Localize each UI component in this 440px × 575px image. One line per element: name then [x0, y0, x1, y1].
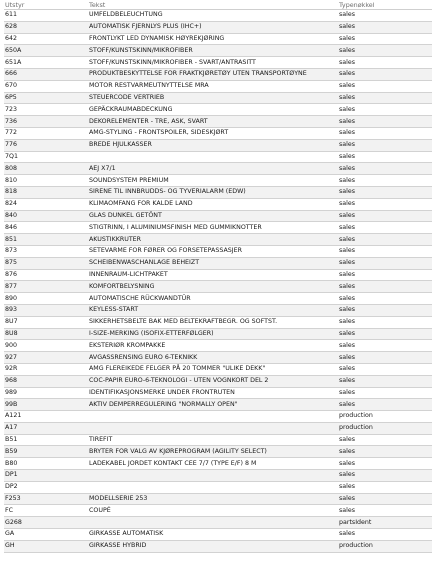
cell-code: 927	[4, 352, 88, 364]
cell-code: 818	[4, 186, 88, 198]
table-row[interactable]	[4, 363, 432, 375]
table-header-row	[4, 0, 432, 10]
cell-type: sales	[338, 269, 432, 281]
cell-code: GA	[4, 529, 88, 541]
cell-code: 611	[4, 10, 88, 22]
cell-code: 776	[4, 139, 88, 151]
cell-text: BREDE HJULKASSER	[88, 139, 338, 151]
cell-code: 7Q1	[4, 151, 88, 163]
cell-type: sales	[338, 458, 432, 470]
cell-text: BRYTER FOR VALG AV KJØREPROGRAM (AGILITY SELECT)	[88, 446, 338, 458]
cell-type: sales	[338, 304, 432, 316]
table-row[interactable]	[4, 21, 432, 33]
cell-text: LADEKABEL JORDET KONTAKT CEE 7/7 (TYPE E/F) 8 M	[88, 458, 338, 470]
cell-text: GIRKASSE HYBRID	[88, 540, 338, 552]
cell-type: production	[338, 411, 432, 423]
cell-code: 772	[4, 127, 88, 139]
table-row[interactable]	[4, 68, 432, 80]
cell-code: 6P5	[4, 92, 88, 104]
cell-text	[88, 517, 338, 529]
table-row[interactable]	[4, 411, 432, 423]
cell-type: sales	[338, 446, 432, 458]
cell-text: STEUERCODE VERTRIEB	[88, 92, 338, 104]
cell-text	[88, 411, 338, 423]
table-row[interactable]	[4, 316, 432, 328]
cell-text: GEPÄCKRAUMABDECKUNG	[88, 104, 338, 116]
cell-type: sales	[338, 33, 432, 45]
table-row[interactable]	[4, 540, 432, 552]
cell-type: sales	[338, 481, 432, 493]
cell-type: sales	[338, 245, 432, 257]
table-row[interactable]	[4, 375, 432, 387]
cell-code: 890	[4, 293, 88, 305]
cell-type: sales	[338, 10, 432, 22]
cell-text: FRONTLYKT LED DYNAMISK HØYREKJØRING	[88, 33, 338, 45]
cell-text: GLAS DUNKEL GETÖNT	[88, 210, 338, 222]
cell-text: INNENRAUM-LICHTPAKET	[88, 269, 338, 281]
table-row[interactable]	[4, 269, 432, 281]
table-row[interactable]	[4, 505, 432, 517]
cell-code: A17	[4, 422, 88, 434]
table-row[interactable]	[4, 529, 432, 541]
table-row[interactable]	[4, 458, 432, 470]
cell-text: AVGASSRENSING EURO 6-TEKNIKK	[88, 352, 338, 364]
cell-type: sales	[338, 234, 432, 246]
cell-text: STOFF/KUNSTSKINN/MIKROFIBER - SVART/ANTRASITT	[88, 57, 338, 69]
cell-code: 628	[4, 21, 88, 33]
table-row[interactable]	[4, 281, 432, 293]
cell-text: AKUSTIKKRUTER	[88, 234, 338, 246]
cell-code: 968	[4, 375, 88, 387]
cell-code: 650A	[4, 45, 88, 57]
table-row[interactable]	[4, 293, 432, 305]
cell-type: production	[338, 422, 432, 434]
cell-text: COUPÉ	[88, 505, 338, 517]
table-row[interactable]	[4, 139, 432, 151]
cell-type: sales	[338, 281, 432, 293]
table-row[interactable]	[4, 116, 432, 128]
cell-text: AMG FLEREIKEDE FELGER PÅ 20 TOMMER "ULIKE DEKK"	[88, 363, 338, 375]
table-row[interactable]	[4, 387, 432, 399]
table-row[interactable]	[4, 10, 432, 22]
cell-text: KEYLESS-START	[88, 304, 338, 316]
cell-text: PRODUKTBESKYTTELSE FOR FRAKTKJØRETØY UTEN TRANSPORTØYNE	[88, 68, 338, 80]
table-row[interactable]	[4, 470, 432, 482]
table-row[interactable]	[4, 151, 432, 163]
table-row[interactable]	[4, 399, 432, 411]
cell-type: sales	[338, 139, 432, 151]
cell-type: sales	[338, 529, 432, 541]
cell-type: sales	[338, 68, 432, 80]
table-row[interactable]	[4, 517, 432, 529]
cell-text: AKTIV DEMPERREGULERING "NORMALLY OPEN"	[88, 399, 338, 411]
cell-type: sales	[338, 116, 432, 128]
cell-code: 99B	[4, 399, 88, 411]
table-row[interactable]	[4, 104, 432, 116]
cell-type: sales	[338, 340, 432, 352]
cell-type: sales	[338, 470, 432, 482]
cell-code: 92R	[4, 363, 88, 375]
cell-type: sales	[338, 363, 432, 375]
cell-code: B51	[4, 434, 88, 446]
table-row[interactable]	[4, 222, 432, 234]
table-row[interactable]	[4, 210, 432, 222]
cell-text: COC-PAPIR EURO-6-TEKNOLOGI - UTEN VOGNKORT DEL 2	[88, 375, 338, 387]
cell-type: sales	[338, 45, 432, 57]
cell-code: 666	[4, 68, 88, 80]
cell-text: SOUNDSYSTEM PREMIUM	[88, 175, 338, 187]
cell-code: 8U7	[4, 316, 88, 328]
column-header-typenokkel[interactable]: Typenøkkel	[338, 0, 432, 10]
cell-text: I-SIZE-MERKING (ISOFIX-ETTERFØLGER)	[88, 328, 338, 340]
cell-code: DP2	[4, 481, 88, 493]
table-row[interactable]	[4, 422, 432, 434]
table-row[interactable]	[4, 57, 432, 69]
cell-code: 8U8	[4, 328, 88, 340]
table-row[interactable]	[4, 163, 432, 175]
cell-code: 736	[4, 116, 88, 128]
cell-code: FC	[4, 505, 88, 517]
table-row[interactable]	[4, 175, 432, 187]
table-row[interactable]	[4, 92, 432, 104]
cell-code: A121	[4, 411, 88, 423]
cell-type: sales	[338, 387, 432, 399]
cell-type: sales	[338, 163, 432, 175]
table-row[interactable]	[4, 234, 432, 246]
cell-type: sales	[338, 316, 432, 328]
equipment-table	[4, 0, 432, 553]
cell-type: sales	[338, 493, 432, 505]
cell-type: sales	[338, 399, 432, 411]
cell-type: sales	[338, 21, 432, 33]
cell-text: STOFF/KUNSTSKINN/MIKROFIBER	[88, 45, 338, 57]
cell-code: 876	[4, 269, 88, 281]
table-row[interactable]	[4, 446, 432, 458]
cell-type: sales	[338, 175, 432, 187]
cell-text: SCHEIBENWASCHANLAGE BEHEIZT	[88, 257, 338, 269]
table-row[interactable]	[4, 257, 432, 269]
cell-code: 651A	[4, 57, 88, 69]
cell-type: sales	[338, 293, 432, 305]
cell-type: sales	[338, 92, 432, 104]
cell-text: MODELLSERIE 253	[88, 493, 338, 505]
cell-text: SIKKERHETSBELTE BAK MED BELTEKRAFTBEGR. OG SOFTST.	[88, 316, 338, 328]
table-row[interactable]	[4, 127, 432, 139]
cell-text	[88, 470, 338, 482]
cell-code: 900	[4, 340, 88, 352]
cell-code: 873	[4, 245, 88, 257]
cell-type: sales	[338, 210, 432, 222]
cell-text: KLIMAOMFANG FOR KALDE LAND	[88, 198, 338, 210]
cell-text: AUTOMATISK FJERNLYS PLUS (IHC+)	[88, 21, 338, 33]
cell-type: sales	[338, 57, 432, 69]
table-row[interactable]	[4, 45, 432, 57]
cell-type: sales	[338, 257, 432, 269]
cell-code: 840	[4, 210, 88, 222]
table-row[interactable]	[4, 493, 432, 505]
column-header-tekst[interactable]: Tekst	[88, 0, 338, 10]
cell-text: AMG-STYLING - FRONTSPOILER, SIDESKJØRT	[88, 127, 338, 139]
cell-type: sales	[338, 127, 432, 139]
table-row[interactable]	[4, 340, 432, 352]
cell-text: MOTOR RESTVARMEUTNYTTELSE MRA	[88, 80, 338, 92]
cell-code: 877	[4, 281, 88, 293]
cell-text: GIRKASSE AUTOMATISK	[88, 529, 338, 541]
cell-text: STIGTRINN, I ALUMINIUMSFINISH MED GUMMIKNOTTER	[88, 222, 338, 234]
cell-code: G268	[4, 517, 88, 529]
cell-text: IDENTIFIKASJONSMERKE UNDER FRONTRUTEN	[88, 387, 338, 399]
cell-type: sales	[338, 434, 432, 446]
table-row[interactable]	[4, 33, 432, 45]
cell-code: 808	[4, 163, 88, 175]
cell-text: UMFELDBELEUCHTUNG	[88, 10, 338, 22]
cell-text: KOMFORTBELYSNING	[88, 281, 338, 293]
cell-type: production	[338, 540, 432, 552]
table-body	[4, 10, 432, 553]
cell-code: 642	[4, 33, 88, 45]
cell-type: sales	[338, 104, 432, 116]
cell-code: B59	[4, 446, 88, 458]
cell-code: B80	[4, 458, 88, 470]
table-row[interactable]	[4, 304, 432, 316]
cell-type: partsIdent	[338, 517, 432, 529]
cell-code: 846	[4, 222, 88, 234]
cell-type: sales	[338, 505, 432, 517]
table-row[interactable]	[4, 481, 432, 493]
cell-type: sales	[338, 198, 432, 210]
cell-text: AEJ X7/1	[88, 163, 338, 175]
table-row[interactable]	[4, 186, 432, 198]
cell-text: EKSTERIØR KROMPAKKE	[88, 340, 338, 352]
cell-text: AUTOMATISCHE RÜCKWANDTÜR	[88, 293, 338, 305]
cell-text	[88, 422, 338, 434]
table-row[interactable]	[4, 198, 432, 210]
cell-code: GH	[4, 540, 88, 552]
column-header-utstyr[interactable]: Utstyr	[4, 0, 88, 10]
table-row[interactable]	[4, 352, 432, 364]
cell-code: 810	[4, 175, 88, 187]
cell-code: 851	[4, 234, 88, 246]
cell-type: sales	[338, 352, 432, 364]
cell-code: 723	[4, 104, 88, 116]
cell-code: F253	[4, 493, 88, 505]
table-row[interactable]	[4, 80, 432, 92]
cell-type: sales	[338, 222, 432, 234]
table-row[interactable]	[4, 328, 432, 340]
cell-code: 875	[4, 257, 88, 269]
cell-code: 670	[4, 80, 88, 92]
cell-type: sales	[338, 186, 432, 198]
table-row[interactable]	[4, 434, 432, 446]
cell-text: TIREFIT	[88, 434, 338, 446]
cell-code: 989	[4, 387, 88, 399]
cell-text	[88, 151, 338, 163]
cell-code: DP1	[4, 470, 88, 482]
cell-text: DEKORELEMENTER - TRE, ASK, SVART	[88, 116, 338, 128]
cell-text: SETEVARME FOR FØRER OG FORSETEPASSASJER	[88, 245, 338, 257]
cell-type: sales	[338, 375, 432, 387]
cell-code: 824	[4, 198, 88, 210]
cell-type: sales	[338, 328, 432, 340]
table-row[interactable]	[4, 245, 432, 257]
cell-code: 893	[4, 304, 88, 316]
cell-text: SIRENE TIL INNBRUDDS- OG TYVERIALARM (EDW)	[88, 186, 338, 198]
cell-type: sales	[338, 80, 432, 92]
cell-type: sales	[338, 151, 432, 163]
cell-text	[88, 481, 338, 493]
